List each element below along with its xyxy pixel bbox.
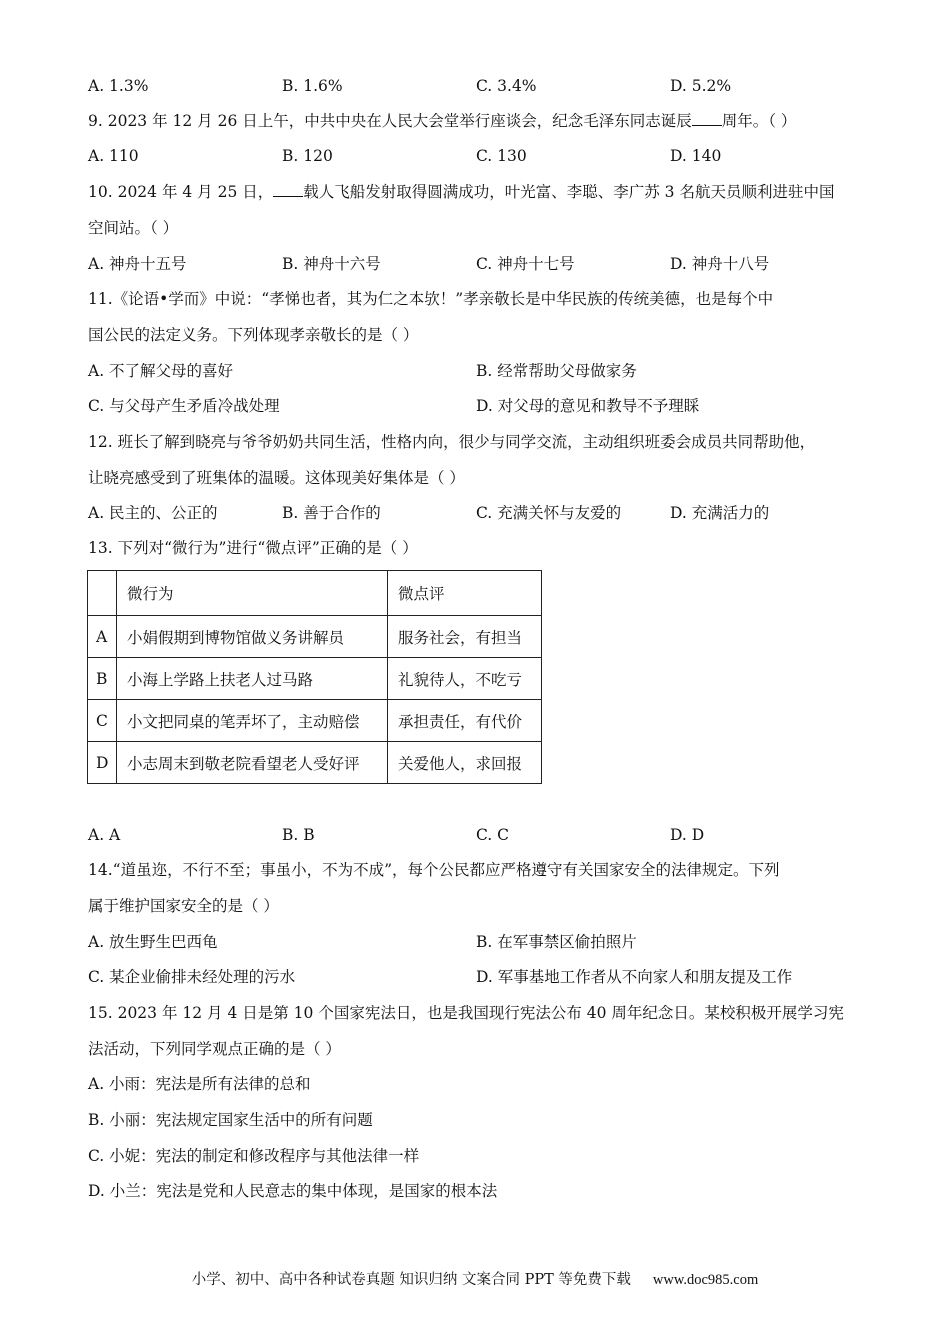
q9-stem-before: 9. 2023 年 12 月 26 日上午，中共中央在人民大会堂举行座谈会，纪念毛泽东同志诞辰 bbox=[88, 112, 692, 130]
q13-option-c: C. C bbox=[476, 826, 510, 844]
q10-stem-line2: 空间站。（ ） bbox=[88, 219, 179, 237]
table-cell-comment: 承担责任，有代价 bbox=[388, 700, 542, 742]
q12-option-b: B. 善于合作的 bbox=[282, 504, 381, 522]
q12-option-c: C. 充满关怀与友爱的 bbox=[476, 504, 622, 522]
q9-option-d: D. 140 bbox=[670, 147, 722, 165]
q15-stem-line2: 法活动，下列同学观点正确的是（ ） bbox=[88, 1040, 341, 1058]
footer-url[interactable]: www.doc985.com bbox=[652, 1272, 759, 1288]
q10-option-b: B. 神舟十六号 bbox=[282, 255, 381, 273]
q9-option-b: B. 120 bbox=[282, 147, 333, 165]
q11-option-d: D. 对父母的意见和教导不予理睬 bbox=[476, 397, 700, 415]
q10-option-d: D. 神舟十八号 bbox=[670, 255, 770, 273]
q14-option-d: D. 军事基地工作者从不向家人和朋友提及工作 bbox=[476, 968, 793, 986]
table-row bbox=[88, 700, 542, 742]
q9-option-a: A. 110 bbox=[88, 147, 139, 165]
q12-stem-line2: 让晓亮感受到了班集体的温暖。这体现美好集体是（ ） bbox=[88, 469, 465, 487]
q12-option-d: D. 充满活力的 bbox=[670, 504, 770, 522]
q15-option-c: C. 小妮：宪法的制定和修改程序与其他法律一样 bbox=[88, 1147, 420, 1165]
q13-option-b: B. B bbox=[282, 826, 315, 844]
q14-option-c: C. 某企业偷排未经处理的污水 bbox=[88, 968, 296, 986]
q9-stem bbox=[88, 111, 796, 131]
q13-option-d: D. D bbox=[670, 826, 705, 844]
q14-option-b: B. 在军事禁区偷拍照片 bbox=[476, 933, 637, 951]
q9-option-c: C. 130 bbox=[476, 147, 527, 165]
q15-option-a: A. 小雨：宪法是所有法律的总和 bbox=[88, 1075, 311, 1093]
q15-option-d: D. 小兰：宪法是党和人民意志的集中体现，是国家的根本法 bbox=[88, 1182, 498, 1200]
table-header-behavior: 微行为 bbox=[117, 571, 388, 616]
q10-stem-line1 bbox=[88, 182, 834, 202]
q10-option-c: C. 神舟十七号 bbox=[476, 255, 575, 273]
page-footer bbox=[0, 1268, 950, 1289]
q15-option-b: B. 小丽：宪法规定国家生活中的所有问题 bbox=[88, 1111, 373, 1129]
q11-option-a: A. 不了解父母的喜好 bbox=[88, 362, 234, 380]
table-cell-key: B bbox=[88, 658, 117, 700]
table-cell-behavior: 小文把同桌的笔弄坏了，主动赔偿 bbox=[117, 700, 388, 742]
q13-option-a: A. A bbox=[88, 826, 121, 844]
table-cell-behavior: 小志周末到敬老院看望老人受好评 bbox=[117, 742, 388, 784]
q10-blank bbox=[273, 182, 303, 197]
q9-blank bbox=[692, 111, 722, 126]
q10-option-a: A. 神舟十五号 bbox=[88, 255, 187, 273]
table-cell-behavior: 小海上学路上扶老人过马路 bbox=[117, 658, 388, 700]
table-cell-comment: 服务社会，有担当 bbox=[388, 616, 542, 658]
q12-stem-line1: 12. 班长了解到晓亮与爷爷奶奶共同生活，性格内向，很少与同学交流，主动组织班委会成员共同帮助他， bbox=[88, 433, 816, 451]
q13-table bbox=[87, 570, 542, 784]
q14-stem-line1: 14.“道虽迩，不行不至；事虽小，不为不成”，每个公民都应严格遵守有关国家安全的法律规定。下列 bbox=[88, 861, 780, 879]
q13-stem: 13. 下列对“微行为”进行“微点评”正确的是（ ） bbox=[88, 539, 418, 557]
q11-option-b: B. 经常帮助父母做家务 bbox=[476, 362, 637, 380]
table-cell-key: D bbox=[88, 742, 117, 784]
q11-option-c: C. 与父母产生矛盾冷战处理 bbox=[88, 397, 280, 415]
q14-option-a: A. 放生野生巴西龟 bbox=[88, 933, 218, 951]
q8-option-a: A. 1.3% bbox=[88, 77, 149, 95]
q10-stem-after: 载人飞船发射取得圆满成功，叶光富、李聪、李广苏 3 名航天员顺利进驻中国 bbox=[303, 183, 835, 201]
q11-stem-line1: 11.《论语•学而》中说：“孝悌也者，其为仁之本欤！”孝亲敬长是中华民族的传统美德，也是每个中 bbox=[88, 290, 774, 308]
q8-option-b: B. 1.6% bbox=[282, 77, 343, 95]
table-row bbox=[88, 616, 542, 658]
q9-stem-after: 周年。（ ） bbox=[721, 112, 797, 130]
table-cell-key: A bbox=[88, 616, 117, 658]
q14-stem-line2: 属于维护国家安全的是（ ） bbox=[88, 897, 279, 915]
table-row bbox=[88, 658, 542, 700]
q10-stem-before: 10. 2024 年 4 月 25 日， bbox=[88, 183, 274, 201]
q8-option-d: D. 5.2% bbox=[670, 77, 732, 95]
table-cell-behavior: 小娟假期到博物馆做义务讲解员 bbox=[117, 616, 388, 658]
q15-stem-line1: 15. 2023 年 12 月 4 日是第 10 个国家宪法日，也是我国现行宪法公布 40 周年纪念日。某校积极开展学习宪 bbox=[88, 1004, 844, 1022]
table-row bbox=[88, 742, 542, 784]
q11-stem-line2: 国公民的法定义务。下列体现孝亲敬长的是（ ） bbox=[88, 326, 419, 344]
table-header-key bbox=[88, 571, 117, 616]
q8-option-c: C. 3.4% bbox=[476, 77, 537, 95]
table-header-comment: 微点评 bbox=[388, 571, 542, 616]
table-cell-comment: 关爱他人，求回报 bbox=[388, 742, 542, 784]
q12-option-a: A. 民主的、公正的 bbox=[88, 504, 218, 522]
table-cell-comment: 礼貌待人，不吃亏 bbox=[388, 658, 542, 700]
table-header-row bbox=[88, 571, 542, 616]
table-cell-key: C bbox=[88, 700, 117, 742]
footer-text: 小学、初中、高中各种试卷真题 知识归纳 文案合同 PPT 等免费下载 bbox=[191, 1272, 631, 1288]
